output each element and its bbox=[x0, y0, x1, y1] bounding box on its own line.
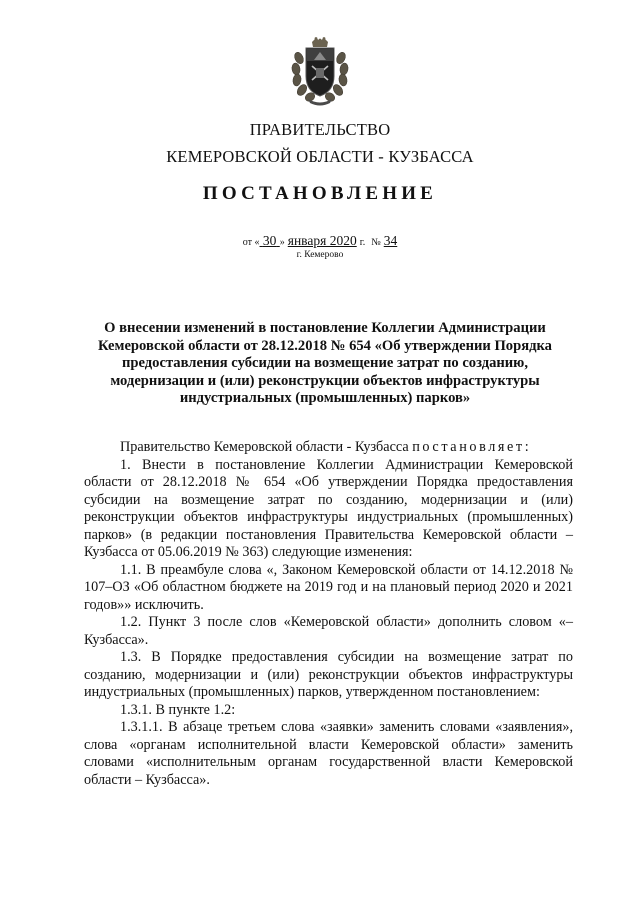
paragraph-1-3: 1.3. В Порядке предоставления субсидии на возмещение затрат по созданию, модернизации и (или) реконструкции объектов инфраструктуры индустриальных (промышленных) парков, утвержденном постановлением: bbox=[84, 649, 573, 700]
document-title: О внесении изменений в постановление Коллегии Администрации Кемеровской области от 28.12.2018 № 654 «Об утверждении Порядка предоставления субсидии на возмещение затрат по созданию, модернизации и (или) реконструкции объектов инфраструктуры индустриальных (промышленных) парков» bbox=[98, 320, 552, 407]
city: г. Кемерово bbox=[296, 250, 344, 260]
paragraph-1: 1. Внести в постановление Коллегии Администрации Кемеровской области от 28.12.2018 № 654 «Об утверждении Порядка предоставления субсидии на возмещение затрат по созданию, модернизации и (или) реконструкции объектов инфраструктуры индустриальных (промышленных) парков» (в редакции постановления Правительства Кемеровской области – Кузбасса от 05.06.2019 № 363) следующие изменения: bbox=[84, 456, 573, 560]
preamble: Правительство Кемеровской области - Кузбасса постановляет: bbox=[120, 439, 532, 455]
document-type: ПОСТАНОВЛЕНИЕ bbox=[202, 183, 438, 204]
coat-of-arms-icon bbox=[290, 36, 350, 106]
date-year-suffix: г. bbox=[359, 237, 366, 248]
number-prefix: № bbox=[371, 237, 381, 248]
document-number: 34 bbox=[383, 233, 398, 248]
document-body bbox=[84, 439, 573, 789]
paragraph-1-3-1: 1.3.1. В пункте 1.2: bbox=[120, 701, 236, 718]
date-line bbox=[0, 233, 640, 249]
date-day: 30 bbox=[262, 233, 277, 248]
date-mid: » bbox=[279, 237, 285, 248]
preamble-decree-word: постановляет: bbox=[412, 439, 532, 455]
date-prefix: от « bbox=[242, 237, 260, 248]
government-name-line-2: КЕМЕРОВСКОЙ ОБЛАСТИ - КУЗБАССА bbox=[166, 147, 474, 166]
paragraph-1-2: 1.2. Пункт 3 после слов «Кемеровской области» дополнить словом «–Кузбасса». bbox=[84, 614, 573, 648]
government-name-line-1: ПРАВИТЕЛЬСТВО bbox=[249, 120, 391, 139]
paragraph-1-1: 1.1. В преамбуле слова «, Законом Кемеровской области от 14.12.2018 № 107–ОЗ «Об областном бюджете на 2019 год и на плановый период 2020 и 2021 годов»» исключить. bbox=[84, 561, 573, 613]
date-month-year: января 2020 bbox=[287, 233, 357, 248]
paragraph-1-3-1-1: 1.3.1.1. В абзаце третьем слова «заявки» заменить словами «заявления», слова «органам исполнительной власти Кемеровской области» заменить словами «исполнительным органам государственной власти Кемеровской области – Кузбасса». bbox=[84, 719, 573, 788]
